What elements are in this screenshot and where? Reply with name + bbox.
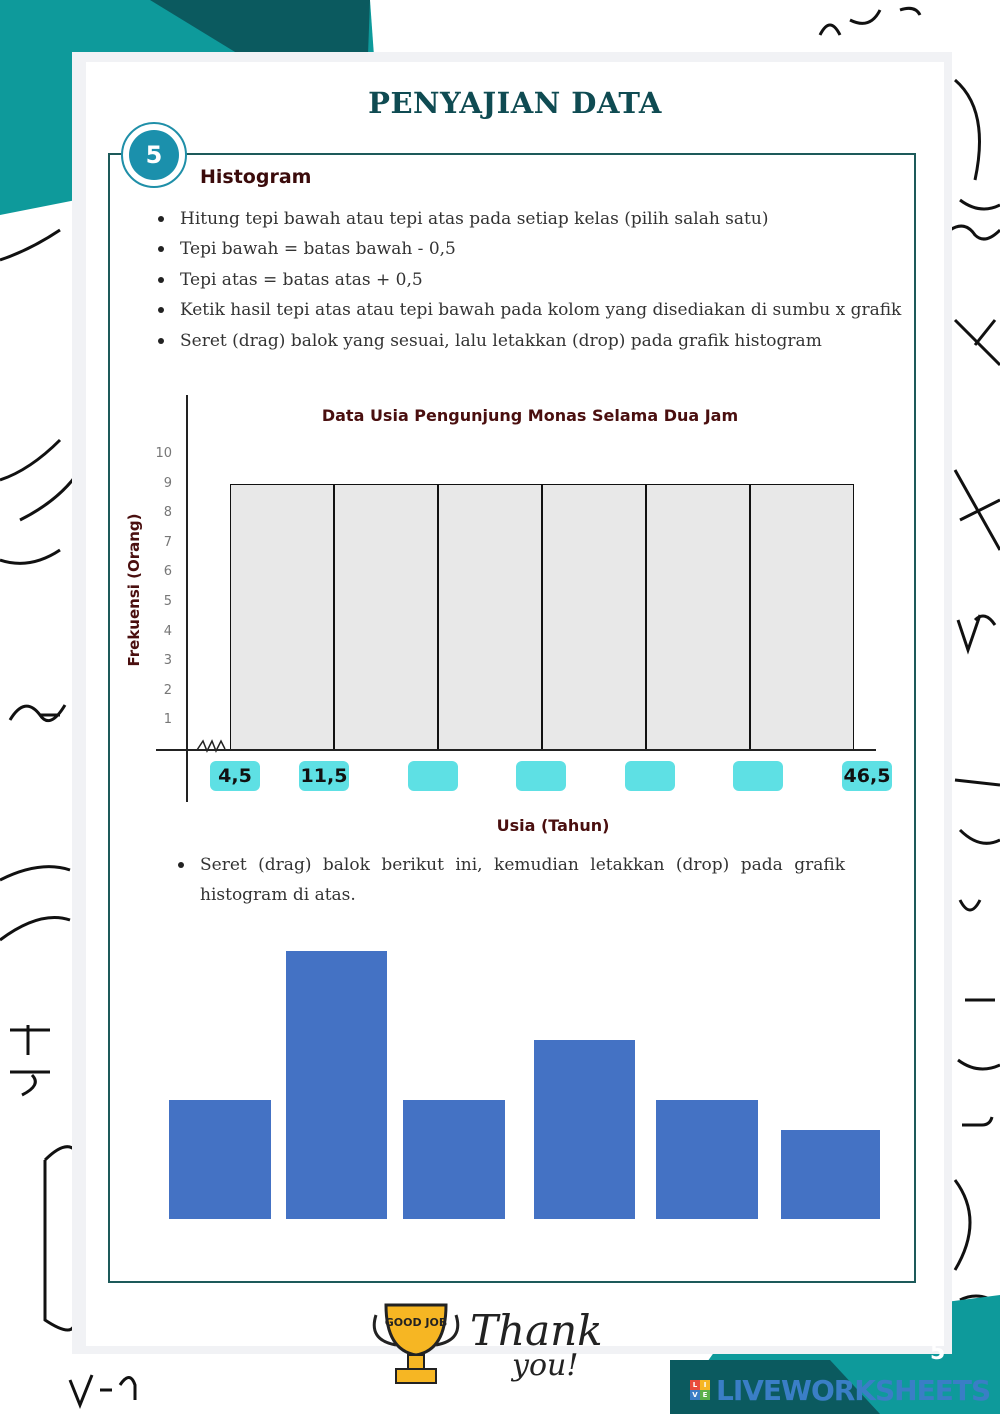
y-axis-label: Frekuensi (Orang) xyxy=(125,513,143,667)
instruction-item: Tepi atas = batas atas + 0,5 xyxy=(155,265,915,295)
draggable-bar[interactable] xyxy=(286,951,387,1219)
logo-letter: V xyxy=(690,1390,700,1400)
y-tick-label: 10 xyxy=(155,446,172,461)
trophy-icon xyxy=(366,1300,466,1390)
instruction-item: Ketik hasil tepi atas atau tepi bawah pada kolom yang disediakan di sumbu x grafik xyxy=(155,295,915,325)
drag-instruction: Seret (drag) balok berikut ini, kemudian letakkan (drop) pada grafik histogram di atas. xyxy=(175,850,845,910)
x-boundary-input[interactable] xyxy=(516,761,566,791)
x-boundary-input[interactable] xyxy=(408,761,458,791)
thank-you-text: Thank xyxy=(470,1306,603,1355)
x-axis-line xyxy=(156,749,876,751)
instruction-item: Hitung tepi bawah atau tepi atas pada setiap kelas (pilih salah satu) xyxy=(155,204,915,234)
y-tick-label: 7 xyxy=(163,534,172,550)
y-tick-label: 3 xyxy=(163,653,172,669)
thank-you-text-2: you! xyxy=(512,1348,579,1383)
instruction-item: Seret (drag) balok yang sesuai, lalu letakkan (drop) pada grafik histogram xyxy=(155,326,915,356)
histogram-drop-slot[interactable] xyxy=(646,484,750,750)
instruction-list xyxy=(155,204,915,356)
draggable-bar[interactable] xyxy=(403,1100,505,1219)
brand-name: LIVEWORKSHEETS xyxy=(716,1373,991,1407)
logo-letter: I xyxy=(700,1380,710,1390)
section-heading: Histogram xyxy=(200,166,312,188)
section-number: 5 xyxy=(129,130,179,180)
x-boundary-input[interactable] xyxy=(625,761,675,791)
page-title: PENYAJIAN DATA xyxy=(368,86,662,120)
y-tick-label: 4 xyxy=(163,623,172,639)
logo-letter: L xyxy=(690,1380,700,1390)
y-tick-label: 8 xyxy=(163,505,172,521)
histogram-drop-slot[interactable] xyxy=(230,484,334,750)
histogram-drop-slot[interactable] xyxy=(750,484,854,750)
section-number-badge xyxy=(121,122,187,188)
drag-instruction-list xyxy=(175,850,845,910)
trophy-text: GOOD JOB xyxy=(384,1316,448,1329)
histogram-drop-slot[interactable] xyxy=(334,484,438,750)
liveworksheets-brand[interactable] xyxy=(690,1374,990,1406)
histogram-drop-slot[interactable] xyxy=(542,484,646,750)
x-axis-label: Usia (Tahun) xyxy=(496,816,610,835)
page-number: 5 xyxy=(930,1340,946,1365)
draggable-bar[interactable] xyxy=(656,1100,758,1219)
y-tick-label: 2 xyxy=(163,682,172,698)
draggable-bar[interactable] xyxy=(534,1040,635,1219)
y-tick-label: 6 xyxy=(163,564,172,580)
instruction-item: Tepi bawah = batas bawah - 0,5 xyxy=(155,234,915,264)
y-axis-line xyxy=(186,395,188,802)
x-boundary-input[interactable]: 11,5 xyxy=(299,761,349,791)
logo-letter: E xyxy=(700,1390,710,1400)
chart-title: Data Usia Pengunjung Monas Selama Dua Jam xyxy=(321,406,739,425)
draggable-bar[interactable] xyxy=(169,1100,271,1219)
liveworksheets-logo-icon xyxy=(690,1380,710,1400)
axis-break-icon xyxy=(195,738,231,754)
x-boundary-label: 46,5 xyxy=(842,761,892,791)
histogram-drop-slot[interactable] xyxy=(438,484,542,750)
y-tick-label: 9 xyxy=(163,475,172,491)
x-boundary-input[interactable] xyxy=(733,761,783,791)
y-tick-label: 5 xyxy=(163,594,172,609)
y-tick-label: 1 xyxy=(163,712,172,728)
draggable-bar[interactable] xyxy=(781,1130,880,1219)
x-boundary-label: 4,5 xyxy=(210,761,260,791)
